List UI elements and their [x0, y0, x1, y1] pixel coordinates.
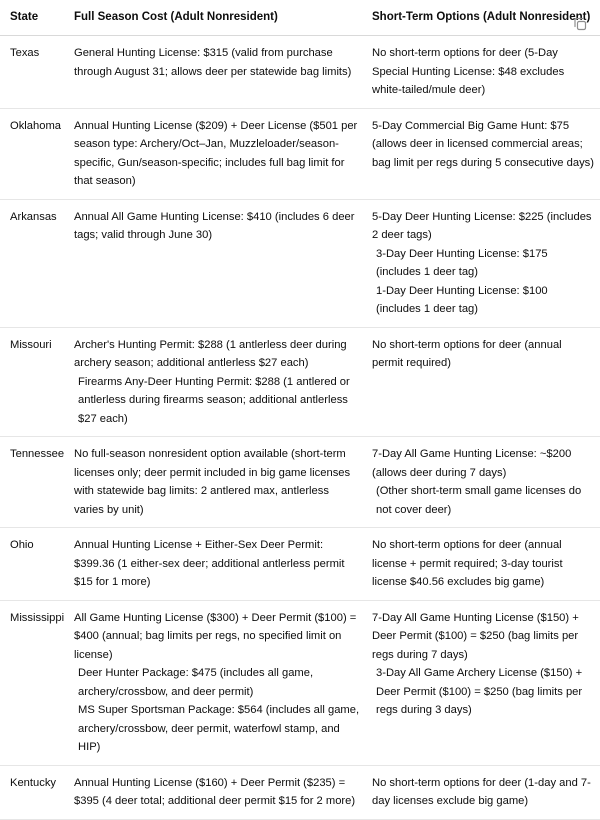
full-season-option: No full-season nonresident option available (short-term licenses only; deer permit included in big game licenses with statewide bag limits: 2 antlered max, antlerless varies by unit)	[74, 448, 351, 516]
table-row	[0, 437, 600, 528]
state-cell: Texas	[0, 36, 68, 109]
full-season-option: Archer's Hunting Permit: $288 (1 antlerless deer during archery season; additional antlerless $27 each)	[74, 338, 347, 369]
short-term-option: 3-Day Deer Hunting License: $175 (includes 1 deer tag)	[376, 247, 548, 278]
state-cell: Tennessee	[0, 437, 68, 528]
full-season-option: Firearms Any-Deer Hunting Permit: $288 (1 antlered or antlerless during firearms season; additional antlerless $27 each)	[78, 375, 350, 425]
short-term-cell	[366, 199, 600, 327]
full-season-option: Deer Hunter Package: $475 (includes all game, archery/crossbow, and deer permit)	[78, 667, 314, 698]
state-cell: Missouri	[0, 327, 68, 437]
short-term-option: No short-term options for deer (annual license + permit required; 3-day tourist license $40.56 excludes big game)	[372, 539, 563, 588]
short-term-option: (Other short-term small game licenses do not cover deer)	[376, 485, 582, 516]
full-season-option: MS Super Sportsman Package: $564 (includes all game, archery/crossbow, deer permit, waterfowl stamp, and HIP)	[78, 704, 360, 753]
short-term-option: 7-Day All Game Hunting License: ~$200 (allows deer during 7 days)	[372, 448, 572, 479]
table-row	[0, 108, 600, 199]
header-full-season: Full Season Cost (Adult Nonresident)	[68, 0, 366, 36]
table-row	[0, 528, 600, 601]
full-season-option: General Hunting License: $315 (valid from purchase through August 31; allows deer per statewide bag limits)	[74, 47, 352, 78]
full-season-cell	[68, 765, 366, 819]
state-cell: Arkansas	[0, 199, 68, 327]
full-season-cell	[68, 108, 366, 199]
table-row	[0, 765, 600, 819]
short-term-option: 5-Day Commercial Big Game Hunt: $75 (allows deer in licensed commercial areas; bag limit per regs during 5 consecutive days)	[372, 119, 594, 169]
table-body	[0, 36, 600, 820]
short-term-cell	[366, 765, 600, 819]
full-season-option: Annual Hunting License ($160) + Deer Permit ($235) = $395 (4 deer total; additional deer permit $15 for 2 more)	[74, 776, 356, 807]
copy-icon	[572, 16, 588, 32]
table-row	[0, 199, 600, 327]
full-season-cell	[68, 327, 366, 437]
short-term-cell	[366, 327, 600, 437]
short-term-option: 7-Day All Game Hunting License ($150) + Deer Permit ($100) = $250 (bag limits per regs during 7 days)	[372, 611, 579, 661]
full-season-cell	[68, 600, 366, 765]
full-season-option: Annual Hunting License + Either-Sex Deer Permit: $399.36 (1 either-sex deer; additional antlerless permit $15 for 1 more)	[74, 539, 345, 588]
full-season-option: All Game Hunting License ($300) + Deer Permit ($100) = $400 (annual; bag limits per regs, no specified limit on license)	[74, 611, 357, 661]
full-season-cell	[68, 437, 366, 528]
short-term-option: 5-Day Deer Hunting License: $225 (includes 2 deer tags)	[372, 210, 592, 241]
state-cell: Ohio	[0, 528, 68, 601]
short-term-option: 1-Day Deer Hunting License: $100 (includes 1 deer tag)	[376, 284, 548, 315]
short-term-cell	[366, 528, 600, 601]
state-cell: Oklahoma	[0, 108, 68, 199]
short-term-option: No short-term options for deer (annual permit required)	[372, 338, 562, 369]
short-term-option: No short-term options for deer (1-day and 7-day licenses exclude big game)	[372, 776, 591, 807]
full-season-option: Annual Hunting License ($209) + Deer License ($501 per season type: Archery/Oct–Jan, Muzzleloader/season-specific, Gun/season-specific; includes full bag limit for that season)	[74, 119, 358, 187]
table-row	[0, 600, 600, 765]
short-term-option: 3-Day All Game Archery License ($150) + Deer Permit ($100) = $250 (bag limits per regs during 3 days)	[376, 667, 583, 716]
table-row	[0, 327, 600, 437]
short-term-cell	[366, 36, 600, 109]
short-term-cell	[366, 437, 600, 528]
copy-table-button[interactable]	[572, 16, 588, 32]
header-short-term: Short-Term Options (Adult Nonresident)	[366, 0, 600, 36]
full-season-option: Annual All Game Hunting License: $410 (includes 6 deer tags; valid through June 30)	[74, 210, 355, 241]
state-cell: Kentucky	[0, 765, 68, 819]
header-state: State	[0, 0, 68, 36]
full-season-cell	[68, 528, 366, 601]
short-term-cell	[366, 600, 600, 765]
full-season-cell	[68, 199, 366, 327]
full-season-cell	[68, 36, 366, 109]
table-header-row	[0, 0, 600, 36]
state-cell: Mississippi	[0, 600, 68, 765]
short-term-option: No short-term options for deer (5-Day Special Hunting License: $48 excludes white-tailed/mule deer)	[372, 47, 565, 96]
short-term-cell	[366, 108, 600, 199]
table-row	[0, 36, 600, 109]
